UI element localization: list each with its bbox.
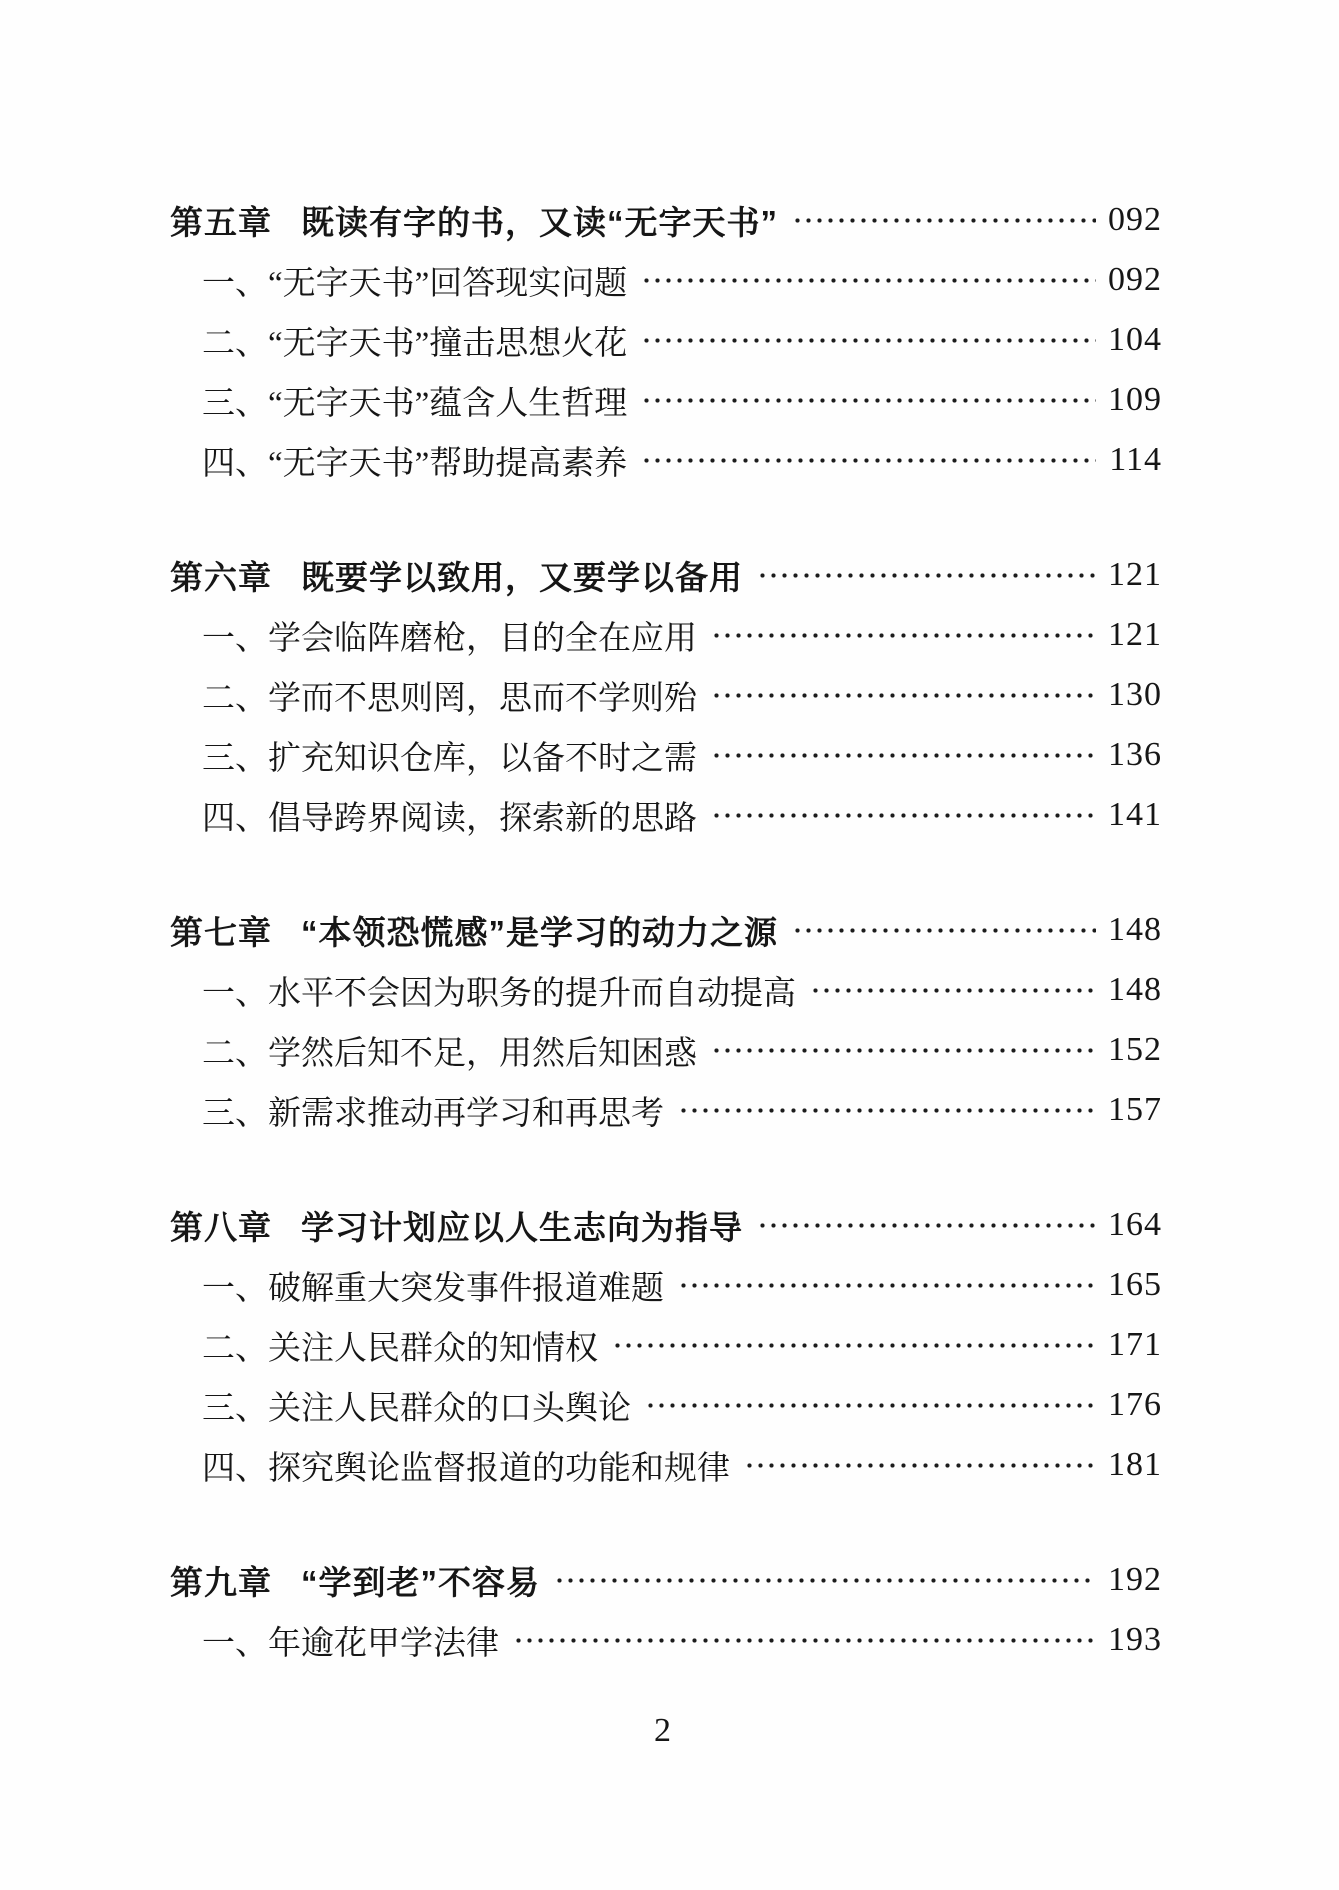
page-number: 193: [1108, 1621, 1162, 1658]
dot-leader: [641, 310, 1096, 370]
toc-chapter-row: [170, 545, 1162, 605]
page-number: 092: [1108, 261, 1162, 298]
page-number: 121: [1108, 616, 1162, 653]
page-number: 164: [1108, 1206, 1162, 1243]
chapter-number: 第五章: [170, 203, 272, 241]
chapter-title: “学到老”不容易: [301, 1563, 540, 1601]
toc-item-row: [170, 960, 1162, 1020]
dot-leader: [513, 1610, 1096, 1670]
toc-item-row: [170, 1255, 1162, 1315]
page-number: 157: [1108, 1091, 1162, 1128]
item-title: 三、关注人民群众的口头舆论: [202, 1390, 631, 1427]
dot-leader: [792, 190, 1096, 250]
toc-item-row: [170, 665, 1162, 725]
chapter-number: 第九章: [170, 1563, 272, 1601]
page-number: 141: [1108, 796, 1162, 833]
toc-chapter-row: [170, 1195, 1162, 1255]
chapter-number: 第六章: [170, 558, 272, 596]
chapter-title: 既要学以致用，又要学以备用: [301, 558, 743, 596]
dot-leader: [641, 430, 1096, 490]
toc-chapter-row: [170, 190, 1162, 250]
dot-leader: [612, 1315, 1096, 1375]
page-number: 192: [1108, 1561, 1162, 1598]
chapter-title: “本领恐慌感”是学习的动力之源: [301, 913, 778, 951]
toc-item-row: [170, 1435, 1162, 1495]
dot-leader: [641, 250, 1096, 310]
page-number: 181: [1108, 1446, 1162, 1483]
dot-leader: [757, 1195, 1096, 1255]
page-number: 092: [1108, 201, 1162, 238]
dot-leader: [554, 1550, 1096, 1610]
page-number: 130: [1108, 676, 1162, 713]
page-number: 152: [1108, 1031, 1162, 1068]
item-title: 二、“无字天书”撞击思想火花: [202, 325, 628, 362]
page-number: 165: [1108, 1266, 1162, 1303]
toc-item-row: [170, 785, 1162, 845]
chapter-title: 学习计划应以人生志向为指导: [301, 1208, 743, 1246]
page-number: 121: [1108, 556, 1162, 593]
chapter-number: 第八章: [170, 1208, 272, 1246]
page-number: 176: [1108, 1386, 1162, 1423]
dot-leader: [711, 785, 1096, 845]
item-title: 四、“无字天书”帮助提高素养: [202, 445, 628, 482]
dot-leader: [711, 605, 1096, 665]
item-title: 三、“无字天书”蕴含人生哲理: [202, 385, 628, 422]
dot-leader: [678, 1255, 1096, 1315]
toc-chapter-row: [170, 900, 1162, 960]
dot-leader: [810, 960, 1096, 1020]
toc-item-row: [170, 1080, 1162, 1140]
item-title: 二、关注人民群众的知情权: [202, 1330, 598, 1367]
item-title: 二、学而不思则罔，思而不学则殆: [202, 680, 697, 717]
dot-leader: [744, 1435, 1096, 1495]
item-title: 一、破解重大突发事件报道难题: [202, 1270, 664, 1307]
page-number: 104: [1108, 321, 1162, 358]
folio-page-number: 2: [654, 1712, 671, 1749]
toc-item-row: [170, 1020, 1162, 1080]
item-title: 四、倡导跨界阅读，探索新的思路: [202, 800, 697, 837]
toc-item-row: [170, 1375, 1162, 1435]
page-number: 171: [1108, 1326, 1162, 1363]
item-title: 二、学然后知不足，用然后知困惑: [202, 1035, 697, 1072]
toc-item-row: [170, 725, 1162, 785]
item-title: 三、扩充知识仓库，以备不时之需: [202, 740, 697, 777]
toc-item-row: [170, 1315, 1162, 1375]
toc-item-row: [170, 605, 1162, 665]
dot-leader: [711, 665, 1096, 725]
page-number: 148: [1108, 971, 1162, 1008]
toc-chapter-row: [170, 1550, 1162, 1610]
item-title: 三、新需求推动再学习和再思考: [202, 1095, 664, 1132]
chapter-title: 既读有字的书，又读“无字天书”: [301, 203, 778, 241]
item-title: 一、学会临阵磨枪，目的全在应用: [202, 620, 697, 657]
dot-leader: [792, 900, 1096, 960]
item-title: 一、年逾花甲学法律: [202, 1625, 499, 1662]
page-number: 114: [1109, 441, 1162, 478]
chapter-number: 第七章: [170, 913, 272, 951]
page-number: 109: [1108, 381, 1162, 418]
toc-item-row: [170, 370, 1162, 430]
dot-leader: [645, 1375, 1096, 1435]
dot-leader: [757, 545, 1096, 605]
item-title: 四、探究舆论监督报道的功能和规律: [202, 1450, 730, 1487]
item-title: 一、水平不会因为职务的提升而自动提高: [202, 975, 796, 1012]
dot-leader: [711, 1020, 1096, 1080]
toc-item-row: [170, 310, 1162, 370]
dot-leader: [678, 1080, 1096, 1140]
dot-leader: [711, 725, 1096, 785]
toc-item-row: [170, 250, 1162, 310]
toc-item-row: [170, 1610, 1162, 1670]
item-title: 一、“无字天书”回答现实问题: [202, 265, 628, 302]
page-number: 136: [1108, 736, 1162, 773]
toc-item-row: [170, 430, 1162, 490]
dot-leader: [641, 370, 1096, 430]
page-number: 148: [1108, 911, 1162, 948]
